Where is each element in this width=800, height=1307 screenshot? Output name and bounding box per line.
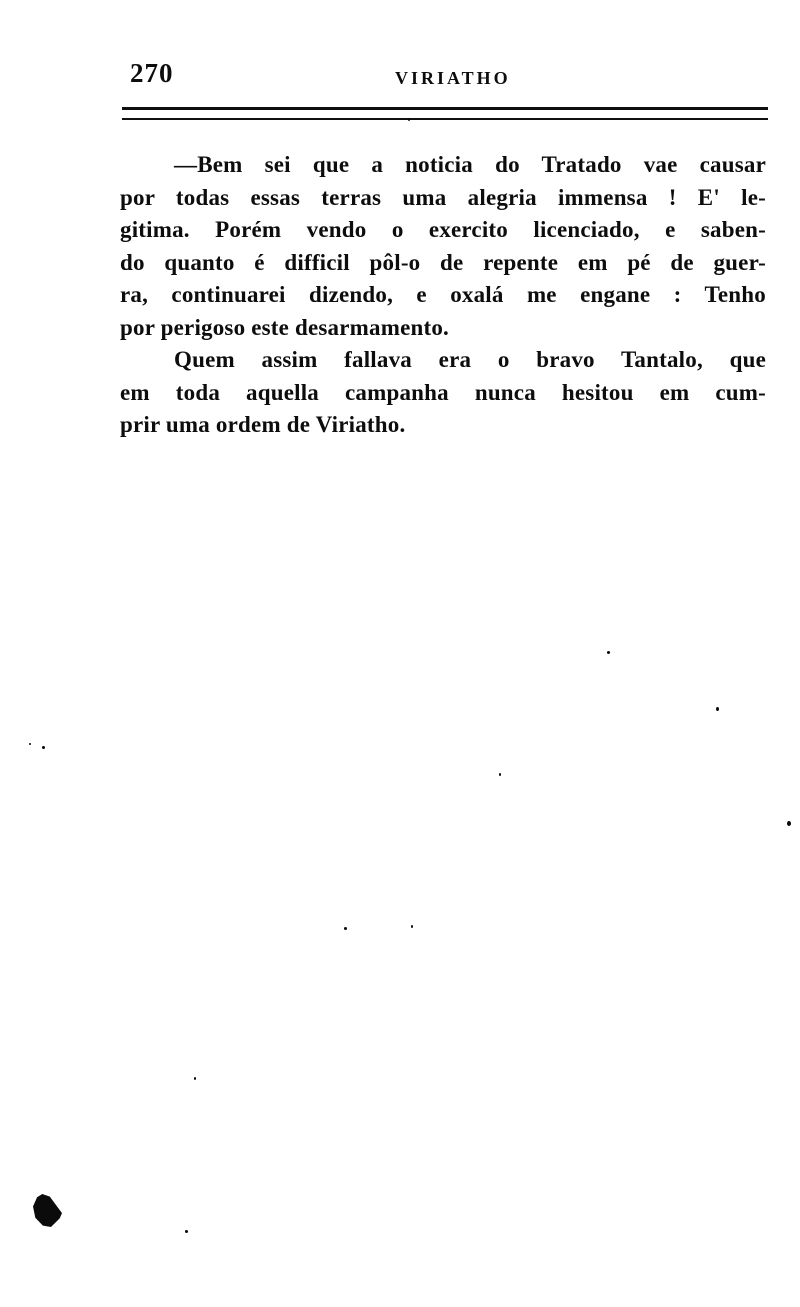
ink-blot [33, 1194, 62, 1227]
paragraph [120, 344, 766, 442]
scan-speck [499, 773, 501, 776]
scan-speck [42, 746, 45, 749]
scan-speck [716, 707, 719, 711]
text-line: por todas essas terras uma alegria immensa ! E' le- [120, 184, 766, 210]
scan-speck [408, 118, 410, 121]
scan-speck [194, 1077, 196, 1080]
scan-speck [607, 651, 610, 654]
text-line: ra, continuarei dizendo, e oxalá me engane : Tenho [120, 282, 766, 307]
running-title: VIRIATHO [395, 68, 511, 88]
page-number: 270 [130, 58, 174, 88]
text-line: por perigoso este desarmamento. [120, 314, 449, 340]
scan-speck [411, 925, 413, 928]
text-line: do quanto é difficil pôl-o de repente em pé de guer- [120, 249, 766, 275]
paragraph [120, 149, 766, 344]
scan-speck [29, 743, 31, 745]
body-text [120, 149, 766, 442]
header-rule-bottom [122, 118, 768, 120]
text-line: em toda aquella campanha nunca hesitou em cum- [120, 379, 766, 405]
text-line: —Bem sei que a noticia do Tratado vae causar [174, 152, 766, 177]
text-line: gitima. Porém vendo o exercito licenciado, e saben- [120, 217, 766, 242]
scan-speck [344, 927, 347, 930]
header-rule-top [122, 107, 768, 110]
scan-speck [787, 821, 791, 826]
text-line: Quem assim fallava era o bravo Tantalo, que [174, 347, 766, 372]
scan-speck [185, 1230, 188, 1233]
text-line: prir uma ordem de Viriatho. [120, 412, 406, 437]
